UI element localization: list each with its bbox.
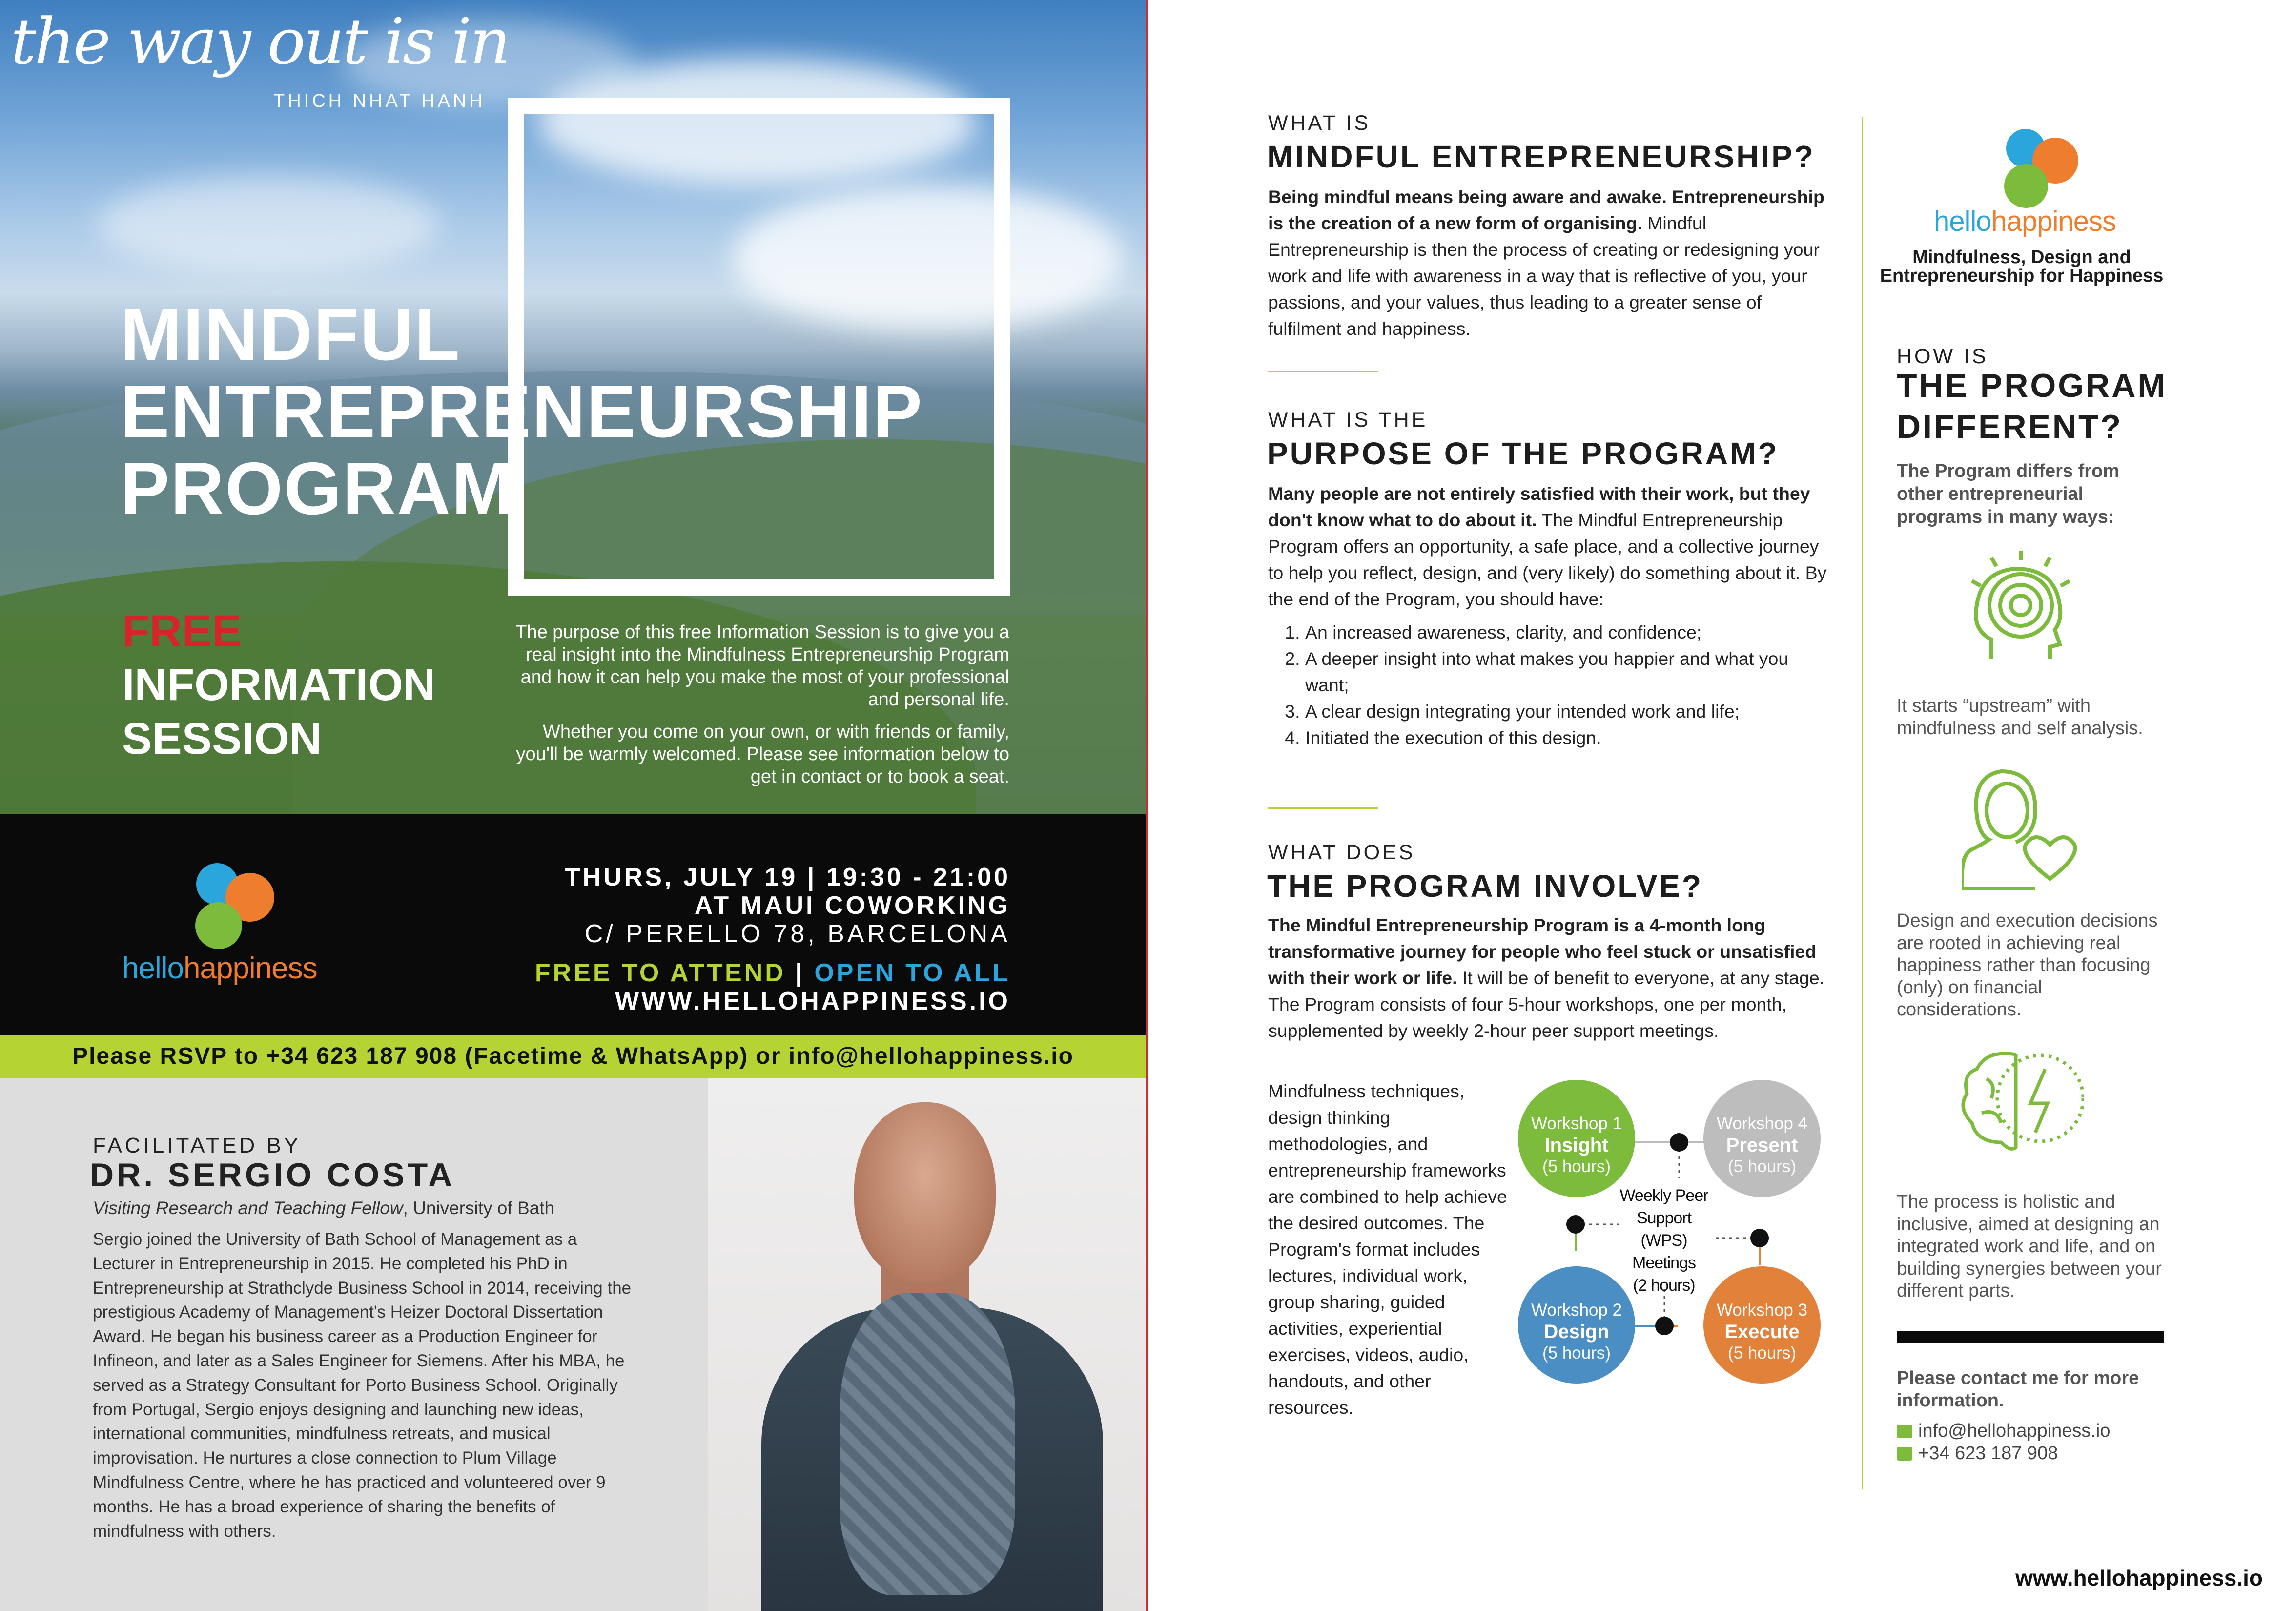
page-divider	[1146, 0, 1148, 1611]
open-to-all: OPEN TO ALL	[814, 959, 1010, 987]
sidebar-intro: The Program differs from other entrepreneurial programs in many ways:	[1897, 461, 2120, 527]
session-heading	[122, 604, 435, 765]
sidebar-title: THE PROGRAM DIFFERENT?	[1897, 367, 2167, 445]
quote: the way out is in	[11, 4, 509, 79]
wps-dot	[1750, 1229, 1769, 1247]
sidebar-kicker: HOW IS	[1897, 345, 1988, 368]
section2-body: Many people are not entirely satisfied with their work, but they don't know what to do about it. The Mindful Entrepreneurship Program offers an opportunity, a safe place, and a collective journey to help you reflect, design, and (very likely) do something about it. By the end of the Program, you should have: 1. An increased awareness, clarity, and confidence; 2. A deeper insight into what makes you happier and what you want; 3. A clear design integrating your intended work and life; 4. Initiated the execution of this design.	[1268, 480, 1829, 751]
session-heading-line: SESSION	[122, 714, 322, 764]
point-3-text: The process is holistic and inclusive, aimed at designing an integrated work and life, and on building synergies between your different parts.	[1897, 1192, 2162, 1301]
workshop-2-node: Workshop 2 Design (5 hours)	[1518, 1266, 1635, 1384]
section3-formats: Mindfulness techniques, design thinking methodologies, and entrepreneurship frameworks are combined to help achieve the desired outcomes. The Program's format includes lectures, individual work, group sharing, guided activities, experiential exercises, videos, audio, handouts, and other resources.	[1268, 1081, 1507, 1418]
workshop-4-node: Workshop 4 Present (5 hours)	[1703, 1080, 1821, 1197]
brain-holistic-icon	[1957, 1045, 2084, 1162]
event-datetime: THURS, JULY 19 | 19:30 - 21:00	[564, 863, 1010, 891]
rsvp-bar[interactable]: Please RSVP to +34 623 187 908 (Facetime & WhatsApp) or info@hellohappiness.io	[0, 1035, 1146, 1078]
event-address: C/ PERELLO 78, BARCELONA	[584, 920, 1010, 948]
program-title-line: ENTREPRENEURSHIP	[120, 370, 923, 453]
logo-wordmark: hellohappiness	[1934, 206, 2116, 237]
event-details	[535, 863, 1010, 1015]
hero-landscape	[0, 0, 1146, 814]
footer-website[interactable]: www.hellohappiness.io	[2015, 1565, 2263, 1590]
point-2-text: Design and execution decisions are rooted in achieving real happiness rather than focusing (only) on financial considerations.	[1897, 910, 2158, 1020]
logo-wordmark: hellohappiness	[122, 951, 317, 985]
wps-dot	[1566, 1215, 1585, 1234]
event-website[interactable]: WWW.HELLOHAPPINESS.IO	[615, 987, 1010, 1015]
hellohappiness-logo	[122, 863, 356, 990]
session-description	[508, 621, 1009, 798]
contact-heading: Please contact me for more information.	[1897, 1368, 2139, 1411]
free-to-attend: FREE TO ATTEND	[534, 959, 786, 987]
brand-tagline: Mindfulness, Design and Entrepreneurship for Happiness	[1880, 247, 2164, 286]
session-paragraph: The purpose of this free Information Session is to give you a real insight into the Mindfulness Entrepreneurship Program and how it can help you make the most of your professional and personal life.	[515, 622, 1009, 710]
wps-dot	[1655, 1317, 1674, 1335]
section3-kicker: WHAT DOES	[1268, 841, 1415, 864]
facilitated-by-label: FACILITATED BY	[93, 1134, 302, 1157]
program-title	[120, 293, 923, 530]
workshop-1-node: Workshop 1 Insight (5 hours)	[1518, 1080, 1635, 1197]
workshop-3-node: Workshop 3 Execute (5 hours)	[1703, 1266, 1821, 1384]
event-banner	[0, 814, 1146, 1035]
hellohappiness-logo	[1933, 127, 2148, 239]
session-paragraph: Whether you come on your own, or with friends or family, you'll be warmly welcomed. Please see information below to get in contact or to book a seat.	[516, 722, 1009, 787]
session-heading-line: INFORMATION	[122, 660, 436, 710]
event-admission: FREE TO ATTEND | OPEN TO ALL	[534, 959, 1010, 987]
list-item: 4. Initiated the execution of this design.	[1305, 724, 1829, 751]
program-title-line: MINDFUL	[120, 293, 461, 376]
point-1-text: It starts “upstream” with mindfulness and self analysis.	[1897, 696, 2143, 739]
mind-head-icon	[1962, 547, 2079, 674]
facilitator-name: DR. SERGIO COSTA	[90, 1157, 455, 1194]
quote-author: THICH NHAT HANH	[273, 91, 486, 111]
section3-body: The Mindful Entrepreneurship Program is a 4-month long transformative journey for people who feel stuck or unsatisfied with their work or life. It will be of benefit to everyone, at any stage. The Program consists of four 5-hour workshops, one per month, supplemented by weekly 2-hour peer support meetings.	[1268, 915, 1825, 1041]
sidebar-rule	[1862, 117, 1863, 1489]
contact-email[interactable]: info@hellohappiness.io	[1897, 1421, 2111, 1442]
section2-kicker: WHAT IS THE	[1268, 408, 1428, 432]
wps-label: Weekly Peer Support (WPS) Meetings (2 hours)	[1620, 1186, 1708, 1295]
email-icon	[1897, 1425, 1912, 1438]
facilitator-photo	[708, 1078, 1146, 1611]
logo-green-circle	[195, 902, 242, 949]
list-item: 2. A deeper insight into what makes you happier and what you want;	[1305, 645, 1829, 698]
facilitator-section	[0, 1078, 708, 1611]
section3-title: THE PROGRAM INVOLVE?	[1267, 868, 1703, 904]
cloud	[98, 176, 439, 273]
section-divider	[1268, 807, 1378, 809]
facilitator-bio: Sergio joined the University of Bath School of Management as a Lecturer in Entrepreneurship in 2015. He completed his PhD in Entrepreneurship at Strathclyde Business School in 2014, receiving the prestigious Academy of Management's Heizer Doctoral Dissertation Award. He began his business career as a Production Engineer for Infineon, and later as a Sales Engineer for Siemens. After his MBA, he served as a Strategy Consultant for Porto Business School. Originally from Portugal, Sergio enjoys designing and launching new ideas, international communities, mindfulness retreats, and musical improvisation. He nurtures a close connection to Plum Village Mindfulness Centre, where he has practiced and volunteered over 9 months. He has a broad experience of sharing the benefits of mindfulness with others.	[93, 1230, 632, 1541]
flyer-front-page	[0, 0, 1146, 1611]
facilitator-role: Visiting Research and Teaching Fellow, University of Bath	[93, 1198, 555, 1218]
person-heart-icon	[1962, 762, 2089, 898]
event-venue: AT MAUI COWORKING	[694, 891, 1010, 920]
section1-title: MINDFUL ENTREPRENEURSHIP?	[1267, 139, 1815, 174]
section1-body: Being mindful means being aware and awake. Entrepreneurship is the creation of a new form of organising. Mindful Entrepreneurship is then the process of creating or redesigning your work and life with awareness in a way that is reflective of you, your passions, and your values, thus leading to a greater sense of fulfilment and happiness.	[1268, 186, 1824, 339]
wps-dot	[1670, 1133, 1688, 1152]
section-divider	[1268, 371, 1378, 372]
program-title-line: PROGRAM	[120, 447, 514, 530]
logo-green-circle	[2004, 164, 2048, 208]
free-label: FREE	[122, 606, 242, 656]
phone-icon	[1897, 1447, 1912, 1461]
sidebar-black-bar	[1897, 1331, 2164, 1343]
list-item: 1. An increased awareness, clarity, and confidence;	[1305, 619, 1829, 645]
list-item: 3. A clear design integrating your intended work and life;	[1305, 698, 1829, 724]
section2-title: PURPOSE OF THE PROGRAM?	[1267, 436, 1779, 471]
section1-kicker: WHAT IS	[1268, 111, 1371, 135]
outcomes-list	[1268, 619, 1829, 751]
contact-phone[interactable]: +34 623 187 908	[1897, 1443, 2058, 1464]
